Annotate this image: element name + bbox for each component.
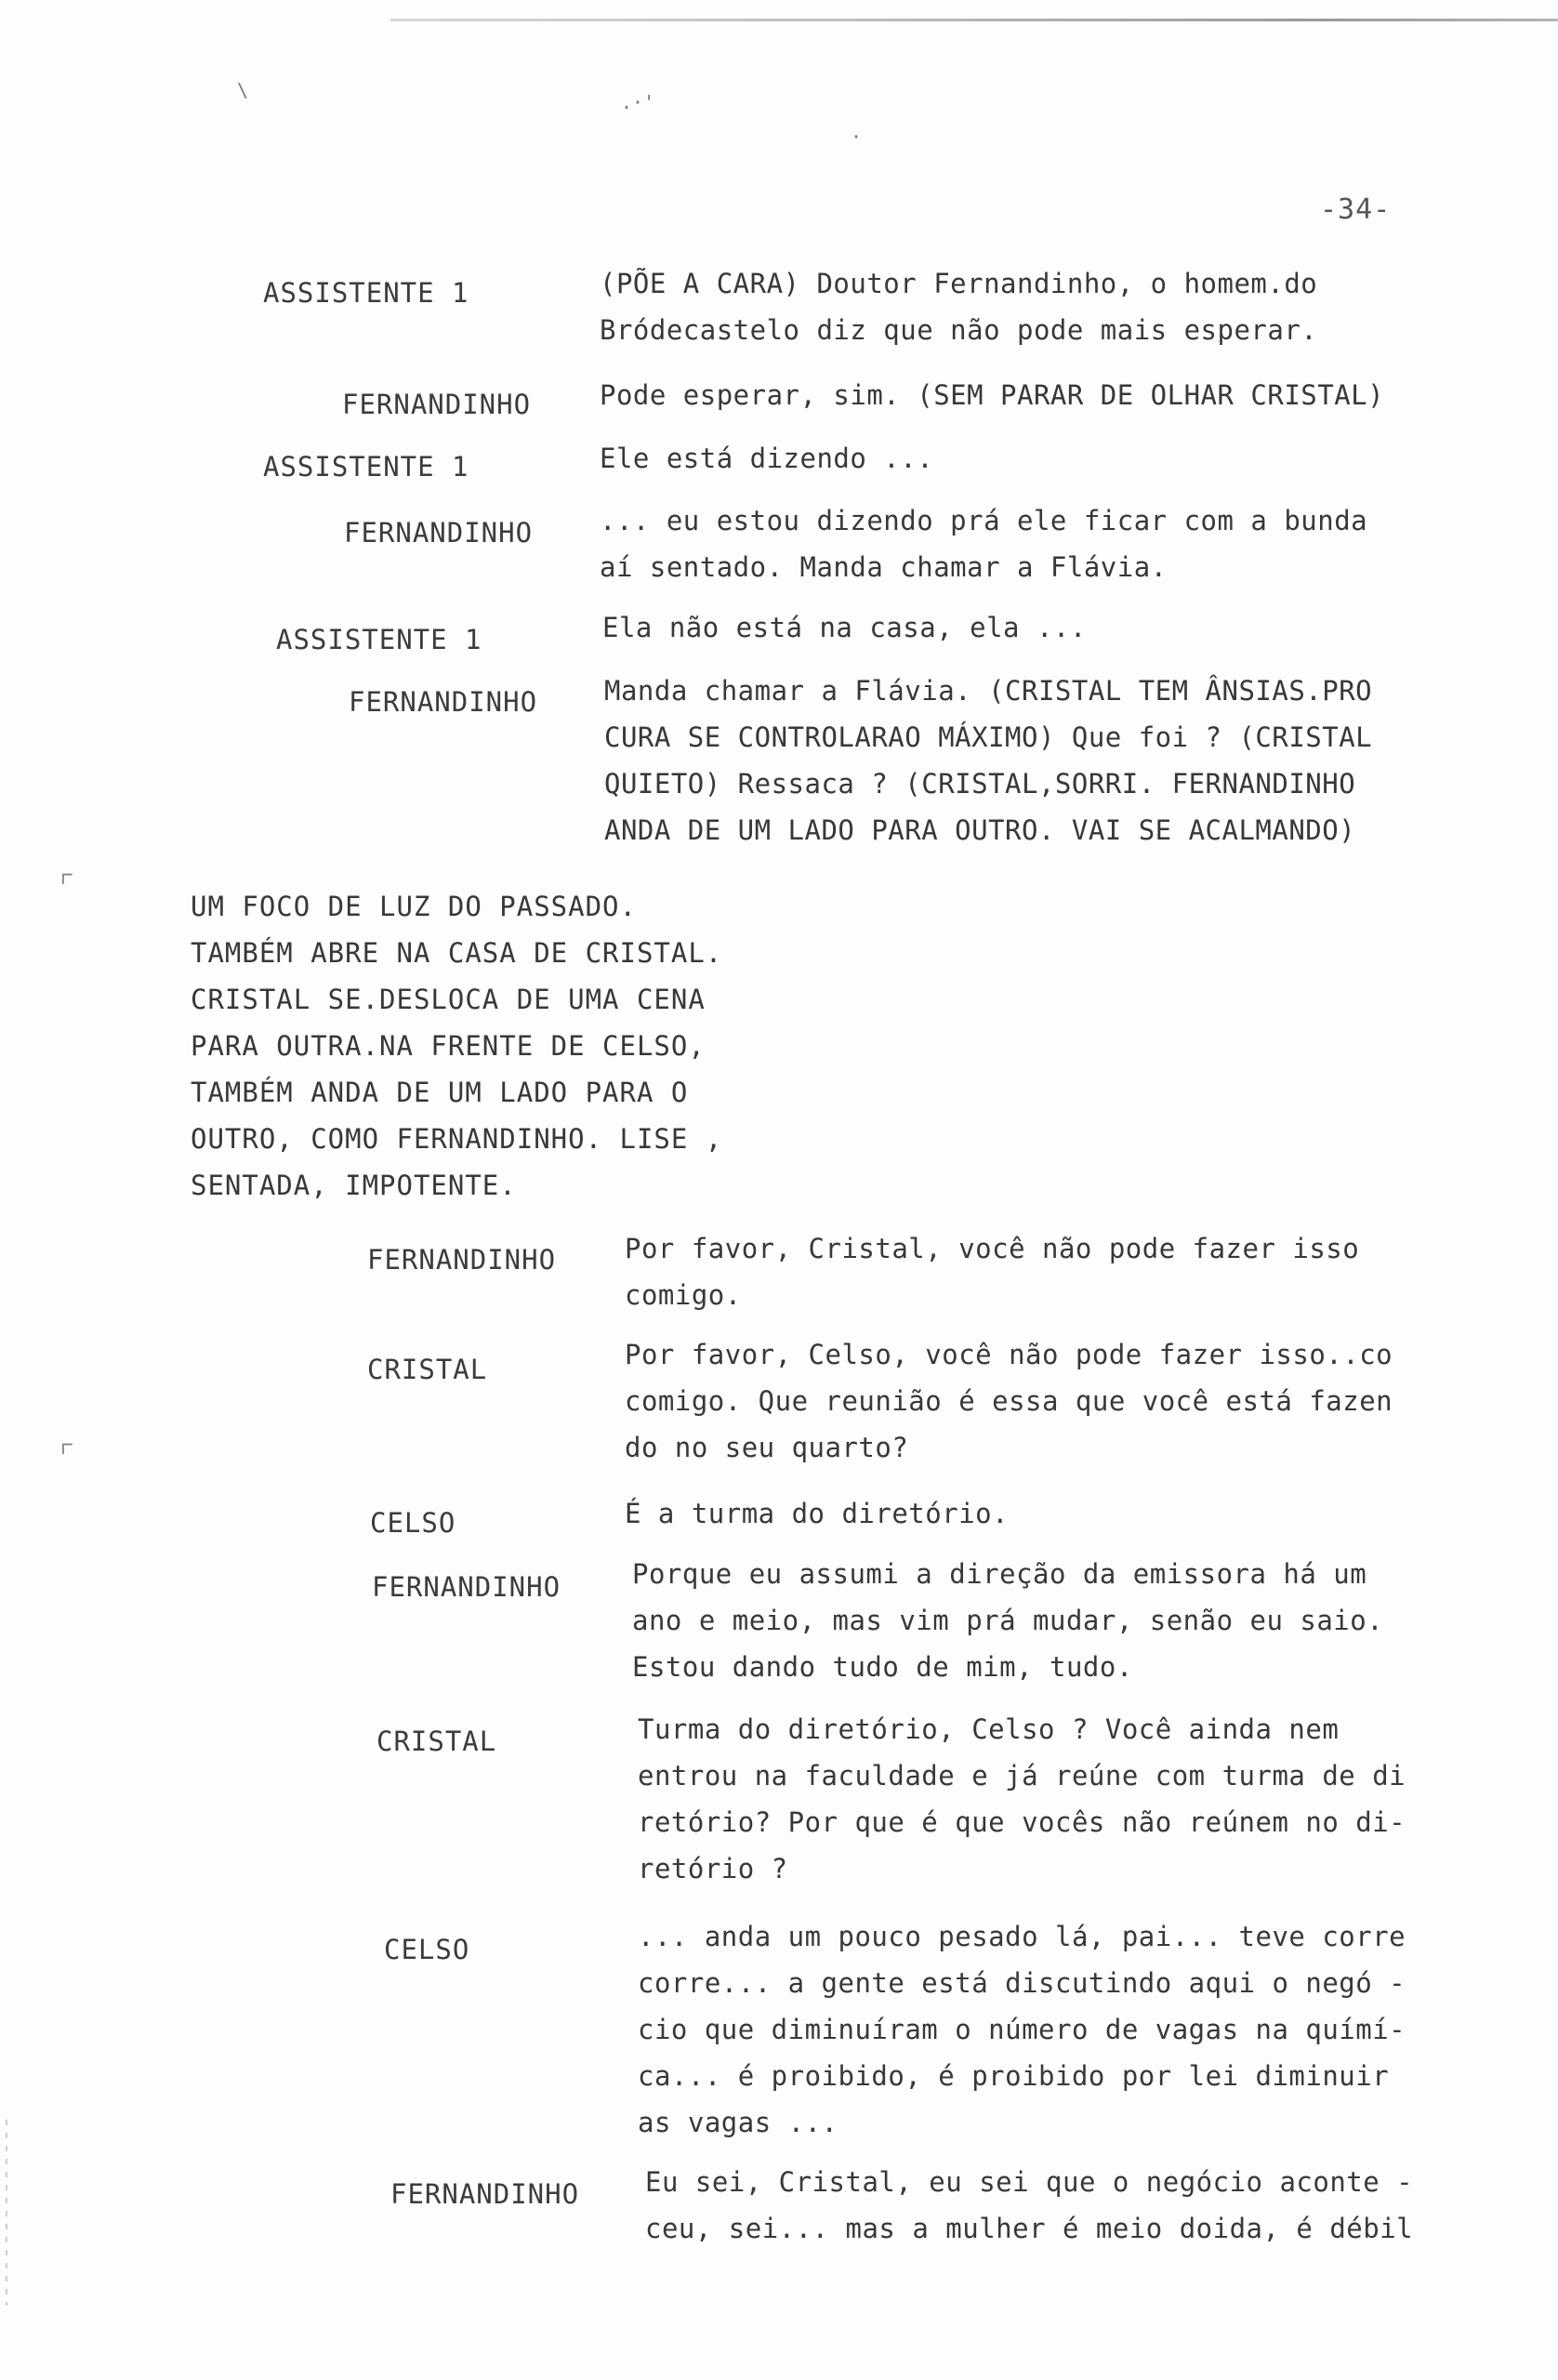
dialogue-line: ... anda um pouco pesado lá, pai... teve corre bbox=[638, 1921, 1406, 1952]
dialogue-line: aí sentado. Manda chamar a Flávia. bbox=[600, 551, 1168, 583]
speaker-name: CELSO bbox=[384, 1934, 470, 1965]
dialogue-line: retório ? bbox=[638, 1853, 788, 1884]
dialogue-line: corre... a gente está discutindo aqui o negó - bbox=[638, 1967, 1406, 1999]
dialogue-line: ca... é proibido, é proibido por lei diminuir bbox=[638, 2060, 1390, 2092]
dialogue-line: Porque eu assumi a direção da emissora há um bbox=[632, 1558, 1367, 1590]
stage-direction bbox=[191, 883, 722, 1209]
dialogue-text bbox=[625, 1490, 1009, 1537]
scan-mark: \ bbox=[237, 79, 249, 101]
dialogue-text bbox=[602, 604, 1087, 651]
dialogue-line: ANDA DE UM LADO PARA OUTRO. VAI SE ACALMANDO) bbox=[604, 814, 1356, 846]
dialogue-line: CURA SE CONTROLARAO MÁXIMO) Que foi ? (CRISTAL bbox=[604, 721, 1373, 753]
dialogue-line: (PÕE A CARA) Doutor Fernandinho, o homem.do bbox=[600, 268, 1318, 299]
dialogue-line: Turma do diretório, Celso ? Você ainda nem bbox=[638, 1713, 1340, 1745]
dialogue-text bbox=[600, 372, 1384, 418]
speaker-name: ASSISTENTE 1 bbox=[276, 624, 482, 655]
speaker-name: ASSISTENTE 1 bbox=[263, 451, 469, 483]
speaker-name: FERNANDINHO bbox=[372, 1571, 561, 1603]
dialogue-line: entrou na faculdade e já reúne com turma de di bbox=[638, 1760, 1406, 1792]
dialogue-text bbox=[638, 1913, 1406, 2146]
speaker-name: FERNANDINHO bbox=[342, 389, 532, 420]
dialogue-line: É a turma do diretório. bbox=[625, 1498, 1010, 1529]
stage-line: OUTRO, COMO FERNANDINHO. LISE , bbox=[191, 1123, 723, 1155]
scan-top-edge bbox=[390, 19, 1558, 21]
speaker-name: CELSO bbox=[370, 1507, 456, 1539]
dialogue-line: comigo. bbox=[625, 1279, 742, 1311]
dialogue-line: Bródecastelo diz que não pode mais esperar. bbox=[600, 314, 1318, 346]
dialogue-line: Estou dando tudo de mim, tudo. bbox=[632, 1651, 1133, 1683]
dialogue-line: Manda chamar a Flávia. (CRISTAL TEM ÂNSIAS.PRO bbox=[604, 675, 1373, 707]
dialogue-line: as vagas ... bbox=[638, 2107, 838, 2138]
stage-line: CRISTAL SE.DESLOCA DE UMA CENA bbox=[191, 984, 706, 1015]
dialogue-line: Eu sei, Cristal, eu sei que o negócio aconte - bbox=[645, 2166, 1414, 2198]
page-number: -34- bbox=[1320, 193, 1392, 226]
dialogue-line: comigo. Que reunião é essa que você está fazen bbox=[625, 1385, 1393, 1417]
speaker-name: FERNANDINHO bbox=[344, 517, 534, 549]
scan-mark: · bbox=[851, 126, 863, 148]
dialogue-text bbox=[600, 497, 1367, 590]
dialogue-line: Pode esperar, sim. (SEM PARAR DE OLHAR CRISTAL) bbox=[600, 379, 1385, 411]
dialogue-text bbox=[600, 260, 1317, 353]
speaker-name: CRISTAL bbox=[367, 1354, 488, 1385]
speaker-name: CRISTAL bbox=[376, 1726, 497, 1757]
stage-line: TAMBÉM ANDA DE UM LADO PARA O bbox=[191, 1077, 689, 1108]
stage-line: SENTADA, IMPOTENTE. bbox=[191, 1170, 517, 1201]
stage-line: UM FOCO DE LUZ DO PASSADO. bbox=[191, 891, 637, 922]
scan-mark: .·' bbox=[621, 91, 655, 113]
dialogue-line: retório? Por que é que vocês não reúnem no di- bbox=[638, 1806, 1406, 1838]
dialogue-line: do no seu quarto? bbox=[625, 1432, 909, 1463]
dialogue-text bbox=[645, 2159, 1413, 2252]
speaker-name: FERNANDINHO bbox=[390, 2178, 580, 2210]
dialogue-line: cio que diminuíram o número de vagas na químí- bbox=[638, 2014, 1406, 2045]
stage-line: TAMBÉM ABRE NA CASA DE CRISTAL. bbox=[191, 937, 723, 969]
dialogue-line: ... eu estou dizendo prá ele ficar com a bunda bbox=[600, 505, 1368, 536]
dialogue-line: Ela não está na casa, ela ... bbox=[602, 612, 1087, 643]
stage-line: PARA OUTRA.NA FRENTE DE CELSO, bbox=[191, 1030, 706, 1062]
scan-left-edge bbox=[6, 2120, 7, 2306]
dialogue-text bbox=[638, 1706, 1406, 1892]
dialogue-line: Por favor, Cristal, você não pode fazer isso bbox=[625, 1233, 1360, 1264]
dialogue-text bbox=[625, 1331, 1393, 1471]
dialogue-line: Por favor, Celso, você não pode fazer isso..co bbox=[625, 1339, 1393, 1370]
dialogue-text bbox=[632, 1551, 1383, 1690]
speaker-name: ASSISTENTE 1 bbox=[263, 277, 469, 309]
dialogue-line: QUIETO) Ressaca ? (CRISTAL,SORRI. FERNANDINHO bbox=[604, 768, 1356, 800]
margin-mark: ⌜ bbox=[58, 866, 77, 904]
speaker-name: FERNANDINHO bbox=[367, 1244, 557, 1276]
dialogue-line: ceu, sei... mas a mulher é meio doida, é débil bbox=[645, 2213, 1414, 2244]
dialogue-text bbox=[600, 435, 933, 482]
dialogue-line: ano e meio, mas vim prá mudar, senão eu saio. bbox=[632, 1605, 1384, 1636]
dialogue-text bbox=[604, 668, 1372, 853]
margin-mark: ⌜ bbox=[58, 1436, 77, 1474]
speaker-name: FERNANDINHO bbox=[349, 686, 538, 718]
dialogue-text bbox=[625, 1225, 1359, 1318]
dialogue-line: Ele está dizendo ... bbox=[600, 443, 934, 474]
